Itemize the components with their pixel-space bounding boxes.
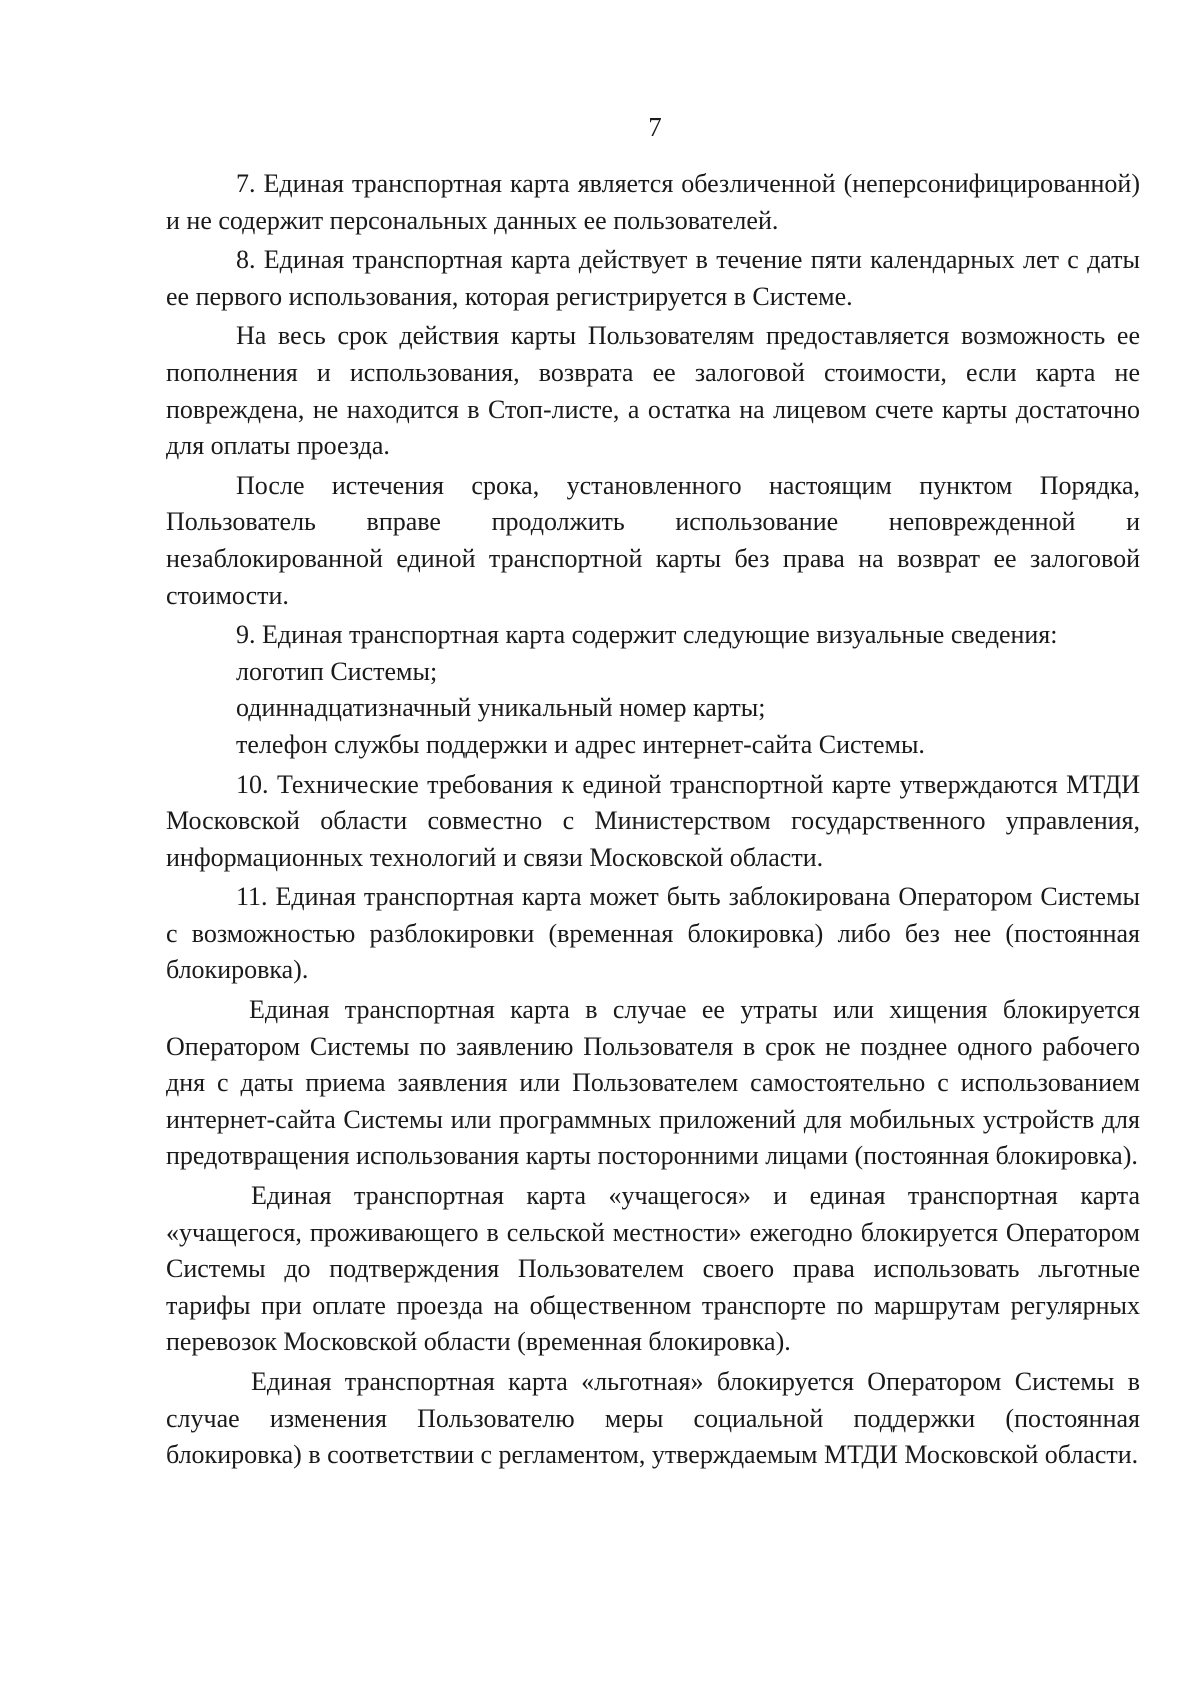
- visual-item-logo: логотип Системы;: [236, 656, 438, 686]
- paragraph-7: 7. Единая транспортная карта является обезличенной (неперсонифицированной) и не содержит персональных данных ее пользователей.: [166, 169, 1140, 235]
- paragraph-11-loss-theft: Единая транспортная карта в случае ее утраты или хищения блокируется Оператором Системы по заявлению Пользователя в срок не позднее одного рабочего дня с даты приема заявления или Пользователем самостоятельно с использованием интернет-сайта Системы или программных приложений для мобильных устройств для предотвращения использования карты посторонними лицами (постоянная блокировка).: [166, 995, 1140, 1171]
- paragraph-8: 8. Единая транспортная карта действует в течение пяти календарных лет с даты ее первого использования, которая регистрируется в Системе.: [166, 245, 1140, 311]
- visual-item-support-contacts: телефон службы поддержки и адрес интернет-сайта Системы.: [236, 729, 925, 759]
- visual-item-card-number: одиннадцатизначный уникальный номер карты;: [236, 693, 766, 723]
- paragraph-10: 10. Технические требования к единой транспортной карте утверждаются МТДИ Московской области совместно с Министерством государственного управления, информационных технологий и связи Московской области.: [166, 769, 1140, 872]
- paragraph-11-benefit-card: Единая транспортная карта «льготная» блокируется Оператором Системы в случае изменения Пользователю меры социальной поддержки (постоянная блокировка) в соответствии с регламентом, утверждаемым МТДИ Московской области.: [166, 1367, 1140, 1470]
- document-body: [166, 166, 1140, 1474]
- paragraph-11-student-card: Единая транспортная карта «учащегося» и единая транспортная карта «учащегося, проживающего в сельской местности» ежегодно блокируется Оператором Системы до подтверждения Пользователем своего права использовать льготные тарифы при оплате проезда на общественном транспорте по маршрутам регулярных перевозок Московской области (временная блокировка).: [166, 1181, 1140, 1357]
- paragraph-9: 9. Единая транспортная карта содержит следующие визуальные сведения:: [236, 620, 1058, 650]
- paragraph-11: 11. Единая транспортная карта может быть заблокирована Оператором Системы с возможностью разблокировки (временная блокировка) либо без нее (постоянная блокировка).: [166, 882, 1140, 985]
- paragraph-8-validity: На весь срок действия карты Пользователям предоставляется возможность ее пополнения и использования, возврата ее залоговой стоимости, если карта не повреждена, не находится в Стоп-листе, а остатка на лицевом счете карты достаточно для оплаты проезда.: [166, 321, 1140, 461]
- page-number: 7: [648, 112, 662, 142]
- paragraph-8-after-expiry: После истечения срока, установленного настоящим пунктом Порядка, Пользователь вправе продолжить использование неповрежденной и незаблокированной единой транспортной карты без права на возврат ее залоговой стоимости.: [166, 470, 1140, 610]
